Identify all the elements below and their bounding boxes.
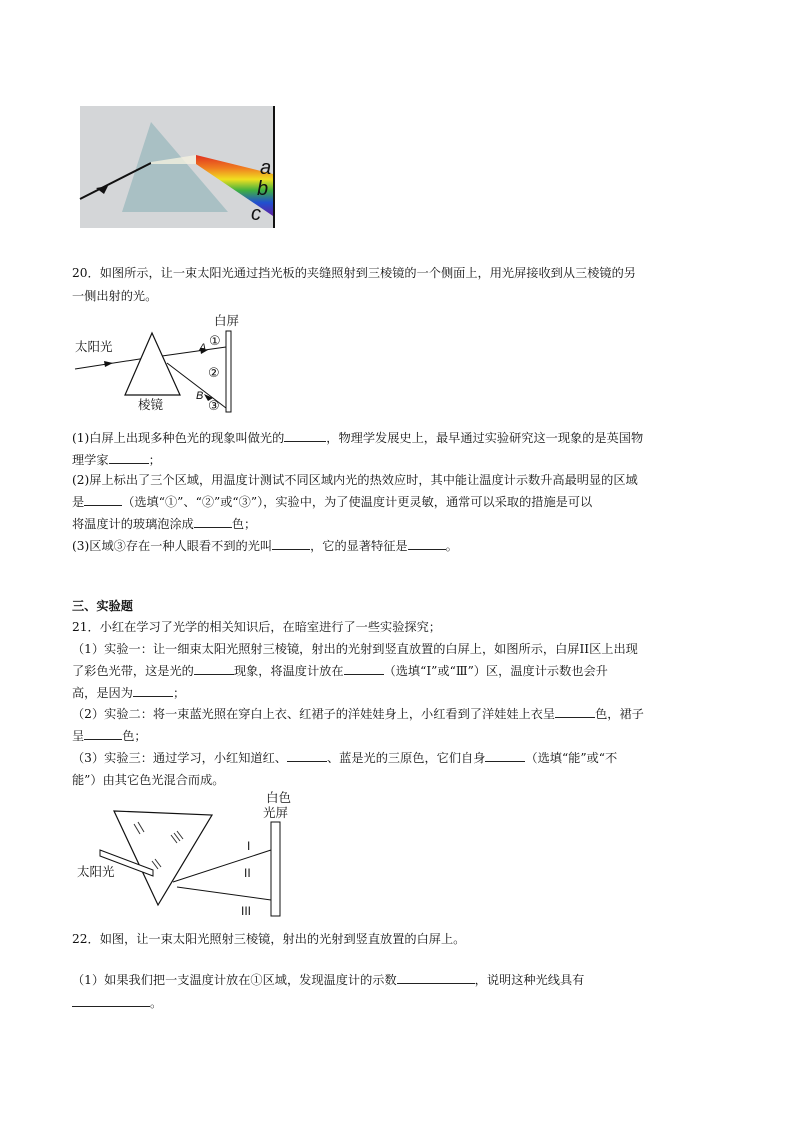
q21-exp3-line2: 能”）由其它色光混合而成。 <box>72 773 225 787</box>
answer-blank[interactable] <box>84 492 122 506</box>
q21-exp1-line3: 高，是因为 ； <box>72 683 185 703</box>
q22-part1-line2: 。 <box>72 993 162 1013</box>
ray-b-label: B <box>196 390 204 402</box>
region-I-label: I <box>247 839 251 853</box>
q21-exp1-line2: 了彩色光带，这是光的 现象，将温度计放在 （选填“Ⅰ”或“Ⅲ”）区，温度计示数也会升 <box>72 661 608 681</box>
prism-dispersion-figure <box>78 104 278 230</box>
q20-text-line2: 一侧出射的光。 <box>72 289 158 303</box>
white-light-screen <box>271 822 280 916</box>
q20-part3: (3)区域③存在一种人眼看不到的光叫 ，它的显著特征是 。 <box>72 536 458 556</box>
answer-blank[interactable] <box>485 748 525 762</box>
answer-blank[interactable] <box>555 704 595 718</box>
screen-label: 白屏 <box>214 314 240 328</box>
answer-blank[interactable] <box>72 993 150 1007</box>
q21-intro: 21．小红在学习了光学的相关知识后，在暗室进行了一些实验探究； <box>72 620 441 634</box>
region-3-label: ③ <box>208 398 220 413</box>
region-2-label: ② <box>208 365 220 380</box>
prism <box>125 333 180 395</box>
section-heading: 三、实验题 <box>72 599 133 613</box>
answer-blank[interactable] <box>397 970 475 984</box>
answer-blank[interactable] <box>194 514 232 528</box>
q21-exp3-line1: （3）实验三：通过学习，小红知道红、 、蓝是光的三原色，它们自身 （选填“能”或“不 <box>72 748 617 768</box>
screen-label-line2: 光屏 <box>263 806 289 820</box>
answer-blank[interactable] <box>344 661 384 675</box>
ray-a <box>162 347 226 356</box>
q20-part2-line2: 是 （选填“①”、“②”或“③”），实验中，为了使温度计更灵敏，通常可以采取的措施是可以 <box>72 492 592 512</box>
q22-text: 22．如图，让一束太阳光照射三棱镜，射出的光射到竖直放置的白屏上。 <box>72 932 466 946</box>
label-c: c <box>251 203 261 225</box>
answer-blank[interactable] <box>109 450 149 464</box>
screen-label-line1: 白色 <box>266 791 292 805</box>
answer-blank[interactable] <box>408 536 446 550</box>
prism-label: 棱镜 <box>138 398 164 412</box>
emergent-ray-lower <box>177 887 271 900</box>
sun-label: 太阳光 <box>75 340 113 354</box>
q21-exp2-line1: （2）实验二：将一束蓝光照在穿白上衣、红裙子的洋娃娃身上，小红看到了洋娃娃上衣呈 色，裙子 <box>72 704 644 724</box>
region-III-label: III <box>241 904 252 918</box>
ray-a-label: A <box>199 342 207 354</box>
q20-part2-line1: (2)屏上标出了三个区域，用温度计测试不同区域内光的热效应时，其中能让温度计示数升高最明显的区域 <box>72 473 638 487</box>
sun-label: 太阳光 <box>77 865 115 879</box>
answer-blank[interactable] <box>133 683 173 697</box>
q20-part2-line3: 将温度计的玻璃泡涂成 色； <box>72 514 256 534</box>
q20-part1-line1: (1)白屏上出现多种色光的现象叫做光的 ，物理学发展史上，最早通过实验研究这一现象的是英国物 <box>72 428 643 448</box>
white-screen <box>226 331 231 412</box>
q22-part1-line1: （1）如果我们把一支温度计放在①区域，发现温度计的示数 ，说明这种光线具有 <box>72 970 584 990</box>
q20-text-line1: 20．如图所示，让一束太阳光通过挡光板的夹缝照射到三棱镜的一个侧面上，用光屏接收到从三棱镜的另 <box>72 266 636 280</box>
sunlight-arrow <box>104 361 113 367</box>
q21-exp2-line2: 呈 色； <box>72 726 147 746</box>
label-b: b <box>257 178 269 200</box>
q21-exp1-line1: （1）实验一：让一细束太阳光照射三棱镜，射出的光射到竖直放置的白屏上，如图所示，白屏II区上出现 <box>72 642 638 656</box>
q20-part1-line2: 理学家 ； <box>72 450 161 470</box>
answer-blank[interactable] <box>284 428 326 442</box>
region-II-label: II <box>244 866 251 880</box>
prism <box>114 811 212 905</box>
answer-blank[interactable] <box>272 536 310 550</box>
answer-blank[interactable] <box>194 661 234 675</box>
q21-prism-figure <box>74 788 294 920</box>
answer-blank[interactable] <box>287 748 327 762</box>
q20-prism-figure <box>74 311 254 416</box>
region-1-label: ① <box>209 333 221 348</box>
label-a: a <box>260 157 272 179</box>
answer-blank[interactable] <box>84 726 122 740</box>
